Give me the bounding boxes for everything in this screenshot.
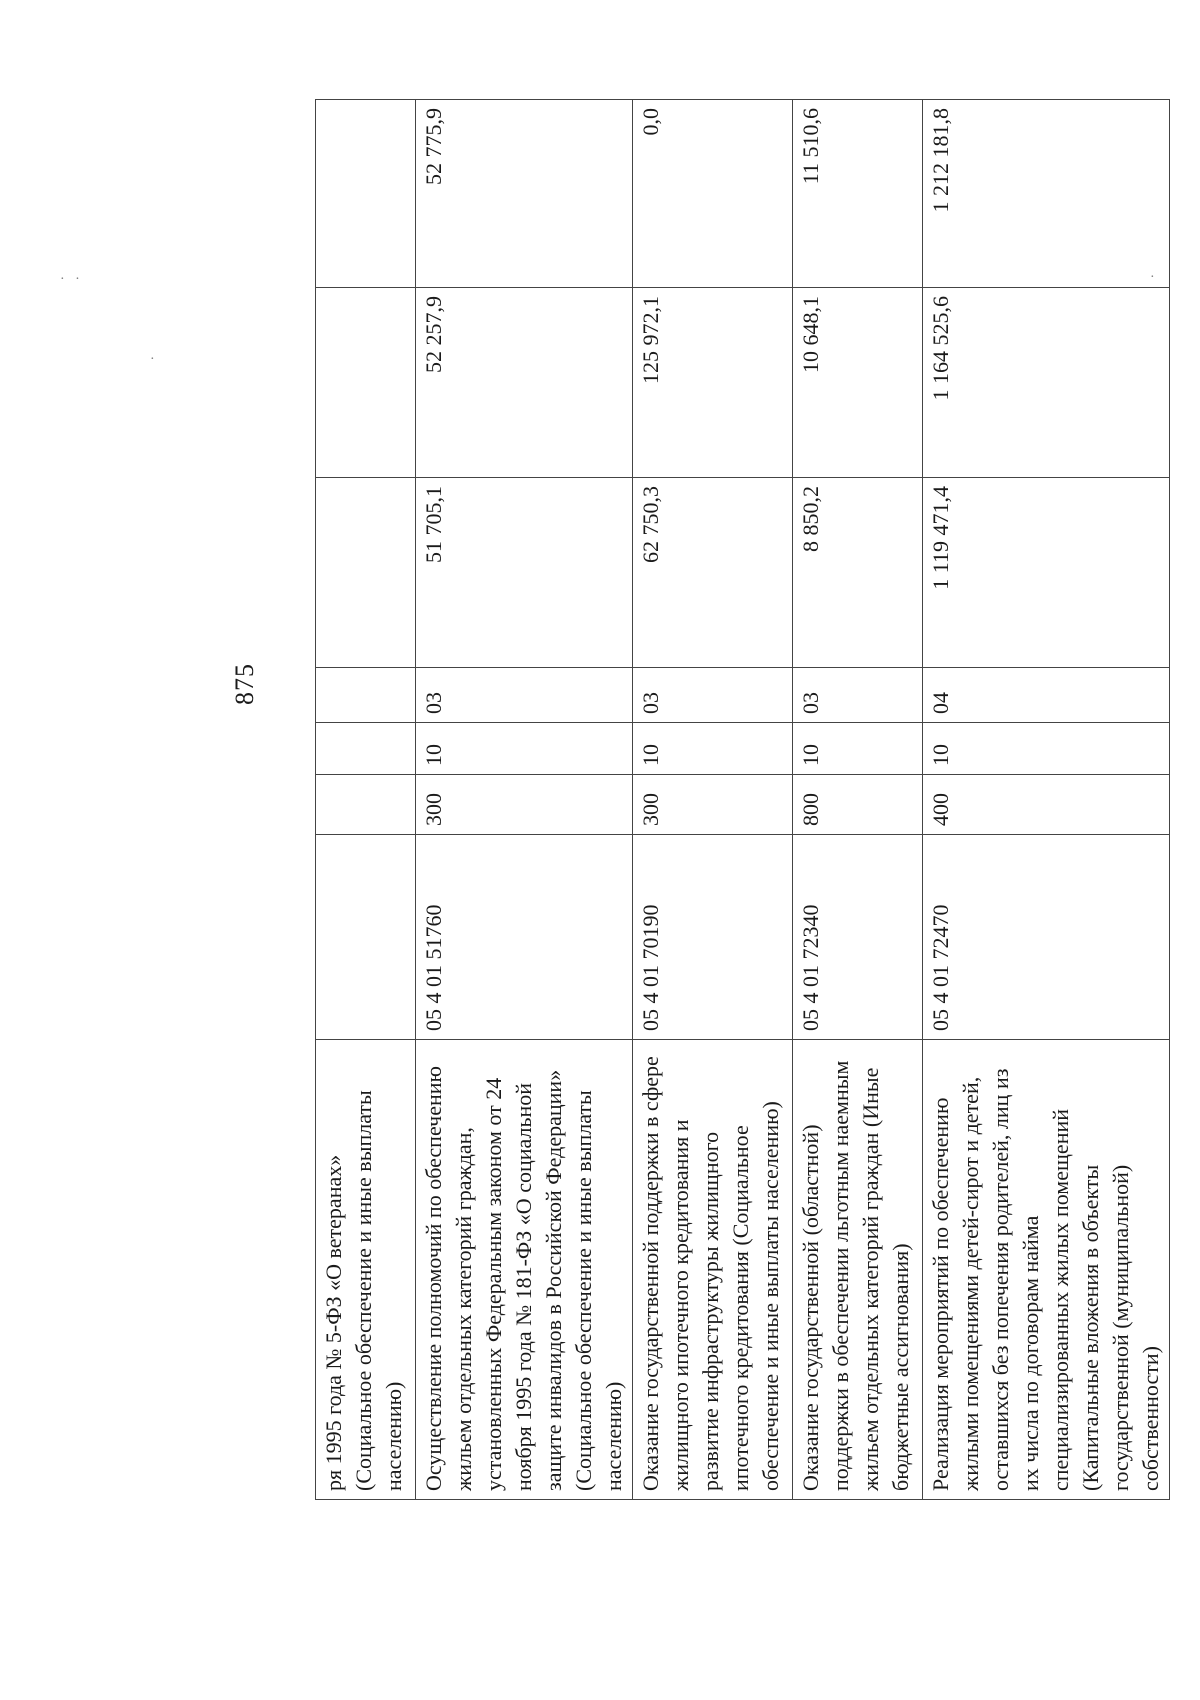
scan-specks: · [1150,270,1155,285]
subsection-cell: 03 [793,668,923,723]
amount-year3-cell: 11 510,6 [793,100,923,288]
expense-type-cell [316,775,416,835]
table-row [793,100,923,1500]
amount-year1-cell: 1 119 471,4 [923,478,1170,668]
target-article-cell: 05 4 01 51760 [416,835,633,1040]
section-cell: 10 [416,723,633,775]
section-cell [316,723,416,775]
target-article-cell: 05 4 01 72470 [923,835,1170,1040]
amount-year2-cell: 125 972,1 [633,288,793,478]
subsection-cell: 03 [633,668,793,723]
amount-year2-cell [316,288,416,478]
amount-year1-cell: 62 750,3 [633,478,793,668]
target-article-cell: 05 4 01 72340 [793,835,923,1040]
budget-table [315,99,1170,1500]
page-number: 875 [230,663,259,705]
subsection-cell: 04 [923,668,1170,723]
row-name-cell: Реализация мероприятий по обеспечению жилыми помещениями детей-сирот и детей, оставшихся без попечения родителей, лиц из их числа по договорам найма специализированных жилых помещений (Капитальные вложения в объекты государственной (муниципальной) собственности) [923,1040,1170,1500]
amount-year1-cell [316,478,416,668]
scan-specks: · · [60,272,80,287]
expense-type-cell: 400 [923,775,1170,835]
expense-type-cell: 300 [633,775,793,835]
expense-type-cell: 800 [793,775,923,835]
table-row [923,100,1170,1500]
section-cell: 10 [923,723,1170,775]
row-name-cell: Оказание государственной поддержки в сфере жилищного ипотечного кредитования и развитие инфраструктуры жилищного ипотечного кредитования (Социальное обеспечение и иные выплаты населению) [633,1040,793,1500]
amount-year3-cell: 1 212 181,8 [923,100,1170,288]
row-name-cell: Осуществление полномочий по обеспечению жильем отдельных категорий граждан, установленных Федеральным законом от 24 ноября 1995 года № 181-ФЗ «О социальной защите инвалидов в Российской Федерации» (Социальное обеспечение и иные выплаты населению) [416,1040,633,1500]
rotated-content [200,100,1163,1500]
amount-year1-cell: 51 705,1 [416,478,633,668]
target-article-cell [316,835,416,1040]
subsection-cell [316,668,416,723]
amount-year3-cell [316,100,416,288]
amount-year3-cell: 52 775,9 [416,100,633,288]
row-name-cell: ря 1995 года № 5-ФЗ «О ветеранах» (Социальное обеспечение и иные выплаты населению) [316,1040,416,1500]
amount-year1-cell: 8 850,2 [793,478,923,668]
section-cell: 10 [793,723,923,775]
target-article-cell: 05 4 01 70190 [633,835,793,1040]
scan-specks: · [150,352,155,367]
amount-year3-cell: 0,0 [633,100,793,288]
row-name-cell: Оказание государственной (областной) поддержки в обеспечении льготным наемным жильем отдельных категорий граждан (Иные бюджетные ассигнования) [793,1040,923,1500]
amount-year2-cell: 10 648,1 [793,288,923,478]
table-row [316,100,416,1500]
table-row [633,100,793,1500]
section-cell: 10 [633,723,793,775]
table-row [416,100,633,1500]
subsection-cell: 03 [416,668,633,723]
expense-type-cell: 300 [416,775,633,835]
amount-year2-cell: 1 164 525,6 [923,288,1170,478]
amount-year2-cell: 52 257,9 [416,288,633,478]
